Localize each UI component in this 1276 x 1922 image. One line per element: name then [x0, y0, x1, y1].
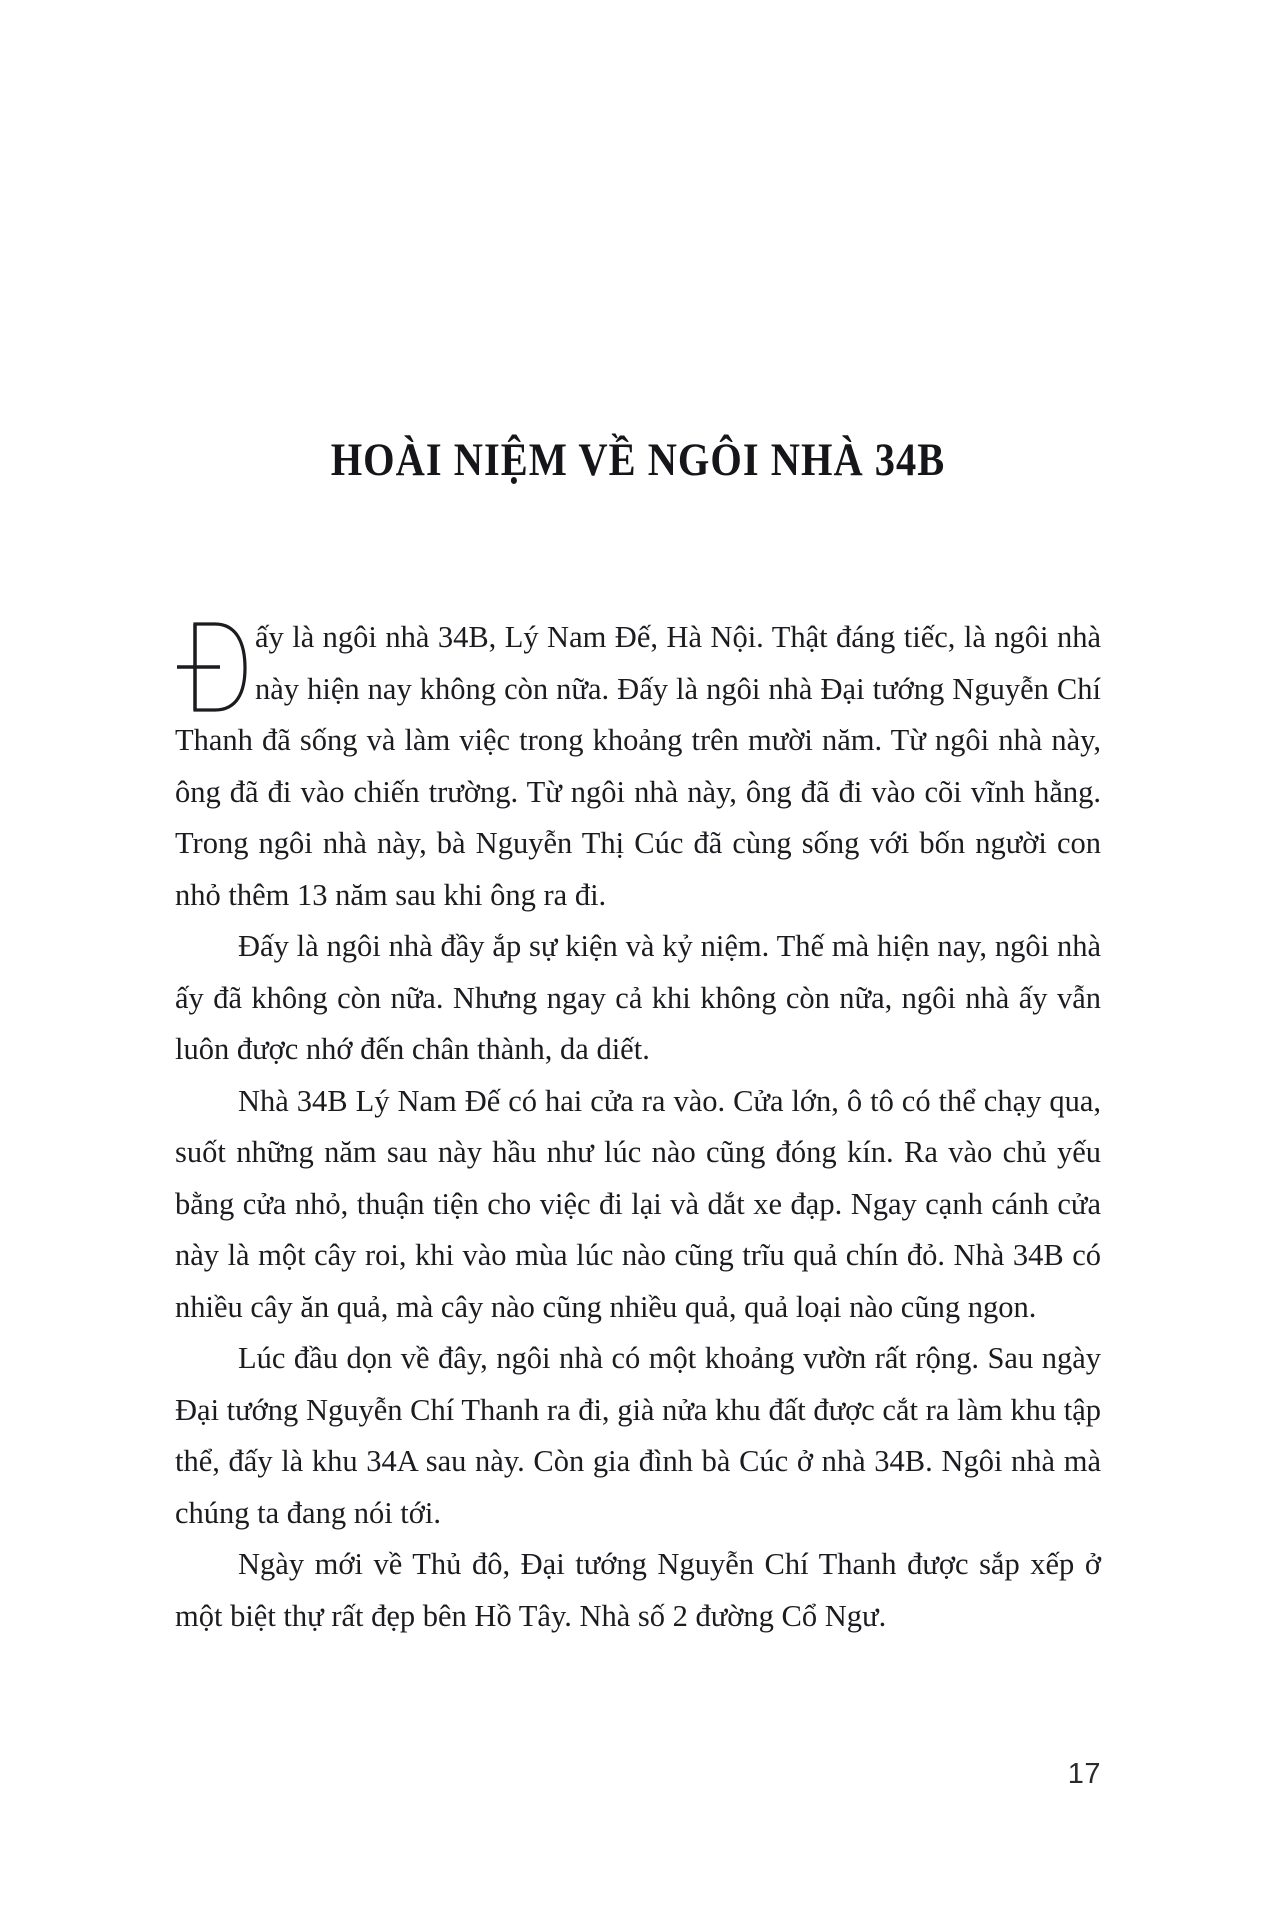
paragraph-1	[175, 612, 1101, 921]
paragraph-5-text: Ngày mới về Thủ đô, Đại tướng Nguyễn Chí Thanh được sắp xếp ở một biệt thự rất đẹp bên Hồ Tây. Nhà số 2 đường Cổ Ngư.	[175, 1547, 1101, 1633]
drop-cap-letter-d-with-stroke	[175, 618, 247, 714]
paragraph-2-text: Đấy là ngôi nhà đầy ắp sự kiện và kỷ niệm. Thế mà hiện nay, ngôi nhà ấy đã không còn nữa. Nhưng ngay cả khi không còn nữa, ngôi nhà ấy vẫn luôn được nhớ đến chân thành, da diết.	[175, 929, 1101, 1066]
paragraph-3	[175, 1076, 1101, 1334]
paragraph-4-text: Lúc đầu dọn về đây, ngôi nhà có một khoảng vườn rất rộng. Sau ngày Đại tướng Nguyễn Chí Thanh ra đi, già nửa khu đất được cắt ra làm khu tập thể, đấy là khu 34A sau này. Còn gia đình bà Cúc ở nhà 34B. Ngôi nhà mà chúng ta đang nói tới.	[175, 1341, 1101, 1530]
page-title: HOÀI NIỆM VỀ NGÔI NHÀ 34B	[330, 434, 946, 487]
paragraph-2	[175, 921, 1101, 1076]
paragraph-1-text: ấy là ngôi nhà 34B, Lý Nam Đế, Hà Nội. Thật đáng tiếc, là ngôi nhà này hiện nay không còn nữa. Đấy là ngôi nhà Đại tướng Nguyễn Chí Thanh đã sống và làm việc trong khoảng trên mười năm. Từ ngôi nhà này, ông đã đi vào chiến trường. Từ ngôi nhà này, ông đã đi vào cõi vĩnh hằng. Trong ngôi nhà này, bà Nguyễn Thị Cúc đã cùng sống với bốn người con nhỏ thêm 13 năm sau khi ông ra đi.	[175, 620, 1101, 912]
paragraph-5	[175, 1539, 1101, 1642]
body-text-block	[175, 612, 1101, 1642]
paragraph-4	[175, 1333, 1101, 1539]
paragraph-3-text: Nhà 34B Lý Nam Đế có hai cửa ra vào. Cửa lớn, ô tô có thể chạy qua, suốt những năm sau này hầu như lúc nào cũng đóng kín. Ra vào chủ yếu bằng cửa nhỏ, thuận tiện cho việc đi lại và dắt xe đạp. Ngay cạnh cánh cửa này là một cây roi, khi vào mùa lúc nào cũng trĩu quả chín đỏ. Nhà 34B có nhiều cây ăn quả, mà cây nào cũng nhiều quả, quả loại nào cũng ngon.	[175, 1083, 1101, 1324]
page-number: 17	[1067, 1758, 1101, 1790]
